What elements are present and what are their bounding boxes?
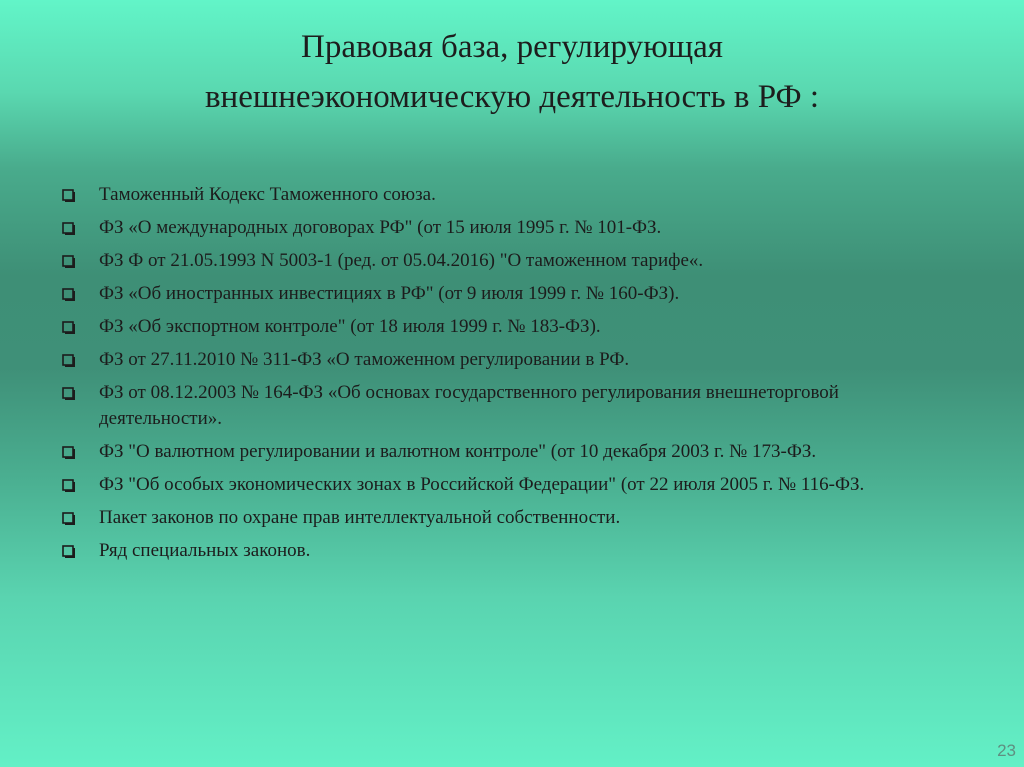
slide-title-line-1: Правовая база, регулирующая [301, 29, 723, 65]
checkbox-square-icon [62, 288, 76, 302]
bullet-item [62, 314, 962, 340]
bullet-text: Пакет законов по охране прав интеллектуальной собственности. [99, 507, 621, 528]
checkbox-square-icon [62, 255, 76, 269]
bullet-text: ФЗ "О валютном регулировании и валютном контроле" (от 10 декабря 2003 г. № 173-ФЗ. [99, 441, 817, 462]
checkbox-square-icon [62, 321, 76, 335]
checkbox-square-icon [62, 189, 76, 203]
bullet-item [62, 505, 962, 531]
bullet-item [62, 472, 962, 498]
checkbox-square-icon [62, 222, 76, 236]
checkbox-square-icon [62, 512, 76, 526]
checkbox-square-icon [62, 446, 76, 460]
bullet-item [62, 347, 962, 373]
bullet-text: ФЗ "Об особых экономических зонах в Российской Федерации" (от 22 июля 2005 г. № 116-ФЗ. [99, 474, 865, 495]
bullet-list [62, 182, 962, 571]
bullet-item [62, 281, 962, 307]
bullet-item [62, 215, 962, 241]
bullet-text: ФЗ от 27.11.2010 № 311-ФЗ «О таможенном регулировании в РФ. [99, 349, 630, 370]
bullet-text: ФЗ Ф от 21.05.1993 N 5003-1 (ред. от 05.04.2016) "О таможенном тарифе«. [99, 250, 704, 271]
bullet-text: ФЗ «Об экспортном контроле" (от 18 июля 1999 г. № 183-ФЗ). [99, 316, 601, 337]
checkbox-square-icon [62, 387, 76, 401]
checkbox-square-icon [62, 545, 76, 559]
bullet-text: ФЗ «Об иностранных инвестициях в РФ" (от 9 июля 1999 г. № 160-ФЗ). [99, 283, 680, 304]
bullet-item [62, 182, 962, 208]
bullet-text: Ряд специальных законов. [99, 540, 311, 561]
bullet-item [62, 380, 962, 432]
bullet-item [62, 538, 962, 564]
page-number: 23 [997, 741, 1016, 760]
bullet-item [62, 248, 962, 274]
checkbox-square-icon [62, 479, 76, 493]
bullet-text: Таможенный Кодекс Таможенного союза. [99, 184, 436, 205]
slide-title [0, 22, 1024, 122]
checkbox-square-icon [62, 354, 76, 368]
slide-title-line-2: внешнеэкономическую деятельность в РФ : [204, 79, 820, 115]
bullet-item [62, 439, 962, 465]
bullet-text: ФЗ «О международных договорах РФ" (от 15 июля 1995 г. № 101-ФЗ. [99, 217, 662, 238]
bullet-text: ФЗ от 08.12.2003 № 164-ФЗ «Об основах государственного регулирования внешнеторговой деятельности». [99, 382, 839, 429]
